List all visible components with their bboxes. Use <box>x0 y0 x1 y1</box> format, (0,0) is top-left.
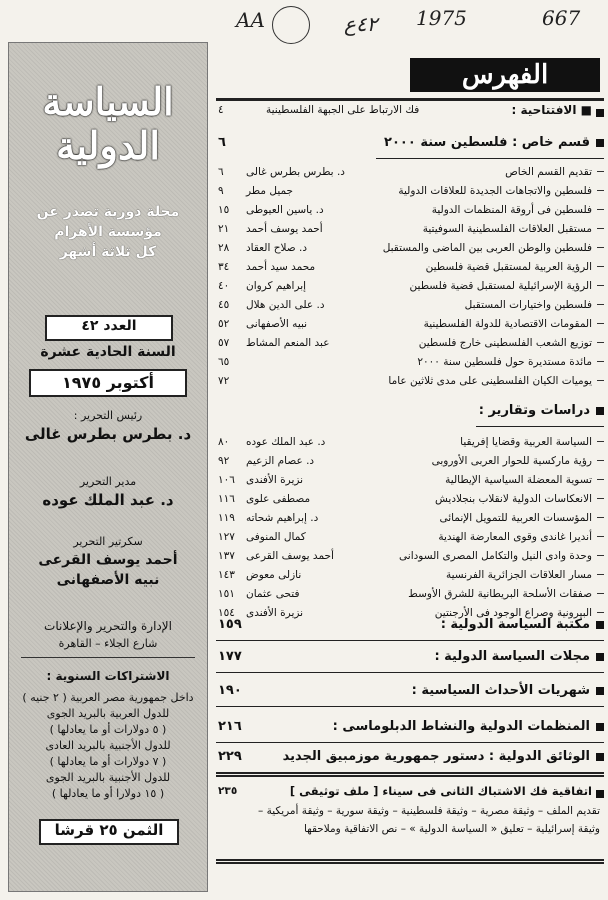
article-author: د. ياسين العيوطى <box>246 204 324 216</box>
article-author: أحمد يوسف القرعى <box>246 550 334 562</box>
manager-name: د. عبد الملك عوده <box>42 491 174 509</box>
agreement-line <box>216 821 604 837</box>
opening-row <box>216 102 604 118</box>
dash-icon <box>597 342 604 343</box>
article-title: الرؤية الإسرائيلية لمستقبل قضية فلسطين <box>409 280 592 292</box>
dash-icon <box>597 323 604 324</box>
article-title: يوميات الكيان الفلسطينى على مدى ثلاثين عاما <box>388 375 592 387</box>
article-author: عبد المنعم المشاط <box>246 337 330 349</box>
bullet-icon <box>596 109 604 117</box>
section-title: شهريات الأحداث السياسية : <box>411 683 590 698</box>
page-number: ١٠٦ <box>218 474 235 486</box>
description-line: مؤسسة الأهرام <box>54 224 162 240</box>
page-number: ١٤٣ <box>218 569 235 581</box>
page-number: ٩ <box>218 185 224 197</box>
toc-row <box>216 335 604 351</box>
page-number: ٣٤ <box>218 261 230 273</box>
bullet-icon <box>596 790 604 798</box>
page-number: ١٥٩ <box>218 617 242 632</box>
page-number: ٢١٦ <box>218 719 242 734</box>
agreement-contents: وثيقة إسرائيلية – تعليق « السياسة الدولية » – نص الاتفاقية وملاحقها <box>303 823 600 835</box>
page-number: ١٥١ <box>218 588 235 600</box>
dash-icon <box>597 190 604 191</box>
toc-row <box>216 202 604 218</box>
admin-label: الإدارة والتحرير والإعلانات <box>44 619 172 633</box>
article-author: نزيرة الأفندى <box>246 607 304 619</box>
page-number: ٨٠ <box>218 436 230 448</box>
page-number: ١١٦ <box>218 493 235 505</box>
bullet-icon <box>596 753 604 761</box>
rule <box>216 742 604 743</box>
secretary-name: أحمد يوسف القرعى <box>38 552 178 568</box>
toc-row <box>216 278 604 294</box>
section-row <box>216 746 604 768</box>
editor-name: د. بطرس بطرس غالى <box>24 425 192 443</box>
toc-row <box>216 472 604 488</box>
dash-icon <box>597 555 604 556</box>
article-author: د. عبد الملك عوده <box>246 436 326 448</box>
description-line: مجلة دورية تصدر عن <box>36 204 180 220</box>
article-author: د. بطرس بطرس غالى <box>246 166 345 178</box>
section-row <box>216 716 604 738</box>
dash-icon <box>597 441 604 442</box>
dash-icon <box>597 612 604 613</box>
circle-stamp <box>272 6 310 44</box>
agreement-title: اتفاقية فك الاشتباك الثانى فى سيناء [ ملف توثيقى ] <box>289 784 592 798</box>
page-number: ١٥ <box>218 204 230 216</box>
toc-row <box>216 354 604 370</box>
article-title: الرؤية العربية لمستقبل قضية فلسطين <box>425 261 592 273</box>
divider <box>21 657 195 658</box>
page-number: ٦ <box>218 166 224 178</box>
agreement-title-row <box>216 783 604 799</box>
article-title: أنديرا غاندى وقوى المعارضة الهندية <box>438 531 592 543</box>
article-author: د. على الدين هلال <box>246 299 325 311</box>
page-number: ١٣٧ <box>218 550 235 562</box>
article-title: صفقات الأسلحة البريطانية للشرق الأوسط <box>408 588 592 600</box>
bullet-icon <box>596 687 604 695</box>
magazine-title-line2: الدولية <box>56 123 160 168</box>
article-author: د. عصام الزعيم <box>246 455 315 467</box>
rule <box>476 426 604 427</box>
bullet-icon <box>596 653 604 661</box>
article-title: فلسطين فى أروقة المنظمات الدولية <box>431 204 592 216</box>
handwritten-ref-1: AA <box>236 8 265 32</box>
opening-subtitle: فك الارتباط على الجبهة الفلسطينية <box>266 104 420 116</box>
secretary-name: نبيه الأصفهانى <box>56 572 160 588</box>
section-title: مجلات السياسة الدولية : <box>434 649 590 664</box>
article-author: جميل مطر <box>246 185 294 197</box>
article-title: الانعكاسات الدولية لانقلاب بنجلاديش <box>435 493 592 505</box>
description-line: كل ثلاثة أشهر <box>59 244 157 260</box>
bullet-icon <box>596 723 604 731</box>
section-title: الوثائق الدولية : دستور جمهورية موزمبيق الجديد <box>282 749 590 764</box>
page-number: ٢٣٥ <box>218 785 238 797</box>
article-title: رؤية ماركسية للحوار العربى الأوروبى <box>431 455 592 467</box>
page-number: ١٩٠ <box>218 683 242 698</box>
dash-icon <box>597 171 604 172</box>
dash-icon <box>597 460 604 461</box>
article-title: فلسطين والاتجاهات الجديدة للعلاقات الدولية <box>398 185 592 197</box>
dash-icon <box>597 304 604 305</box>
handwritten-ref-2: ٤٢ع <box>344 12 378 36</box>
year-of-issue: السنة الحادية عشرة <box>40 344 176 360</box>
agreement-line <box>216 803 604 819</box>
section-title: دراسات وتقارير : <box>478 403 590 418</box>
rule <box>216 706 604 707</box>
subscription-line: داخل جمهورية مصر العربية ( ٢ جنيه ) <box>22 691 194 704</box>
page-number: ٢١ <box>218 223 230 235</box>
rule <box>216 640 604 641</box>
studies-section-header <box>216 400 604 422</box>
article-author: أحمد يوسف أحمد <box>246 223 323 235</box>
section-title: قسم خاص : فلسطين سنة ٢٠٠٠ <box>384 135 590 150</box>
section-title: المنظمات الدولية والنشاط الدبلوماسى : <box>332 719 590 734</box>
page-number: ٩٢ <box>218 455 230 467</box>
opening-title: ■ الافتتاحية : <box>511 103 592 117</box>
article-title: فلسطين والوطن العربى بين الماضى والمستقبل <box>382 242 592 254</box>
masthead-panel <box>8 42 208 892</box>
dash-icon <box>597 380 604 381</box>
subscription-line: للدول الأجنبية بالبريد العادى <box>45 739 171 752</box>
price: الثمن ٢٥ قرشا <box>39 819 179 845</box>
article-title: وحدة وادى النيل والتكامل المصرى السودانى <box>399 550 592 562</box>
toc-row <box>216 453 604 469</box>
toc-row <box>216 586 604 602</box>
subscription-line: ( ١٥ دولارا أو ما يعادلها ) <box>51 787 165 800</box>
toc-row <box>216 183 604 199</box>
article-author: فتحى عثمان <box>246 588 300 600</box>
toc-row <box>216 548 604 564</box>
contents-header: الفهرس <box>410 58 600 92</box>
dash-icon <box>597 498 604 499</box>
subscription-line: للدول الأجنبية بالبريد الجوى <box>45 771 171 784</box>
toc-row <box>216 373 604 389</box>
bullet-icon <box>596 621 604 629</box>
subscription-line: ( ٧ دولارات أو ما يعادلها ) <box>49 755 167 768</box>
page-number: ٤ <box>218 104 224 116</box>
dash-icon <box>597 574 604 575</box>
page-number: ٧٢ <box>218 375 230 387</box>
dash-icon <box>597 361 604 362</box>
dash-icon <box>597 209 604 210</box>
toc-row <box>216 567 604 583</box>
article-title: المؤسسات العربية للتمويل الإنمائى <box>439 512 592 524</box>
article-title: فلسطين واختيارات المستقبل <box>464 299 592 311</box>
agreement-contents: تقديم الملف – وثيقة مصرية – وثيقة فلسطينية – وثيقة سورية – وثيقة أمريكية – <box>258 805 600 817</box>
page-number: ٤٠ <box>218 280 230 292</box>
article-title: مائدة مستديرة حول فلسطين سنة ٢٠٠٠ <box>417 356 592 368</box>
article-title: مستقبل العلاقات الفلسطينية السوفيتية <box>422 223 592 235</box>
rule <box>216 672 604 673</box>
dash-icon <box>597 247 604 248</box>
article-title: السياسة العربية وقضايا إفريقيا <box>460 436 592 448</box>
article-author: محمد سيد أحمد <box>246 261 316 273</box>
dash-icon <box>597 536 604 537</box>
subscription-line: ( ٥ دولارات أو ما يعادلها ) <box>49 723 167 736</box>
secretaries-label: سكرتير التحرير <box>73 535 143 548</box>
issue-number: العدد ٤٢ <box>45 315 173 341</box>
page-number: ٦ <box>218 135 226 150</box>
section-row <box>216 614 604 636</box>
section-title: مكتبة السياسة الدولية : <box>440 617 590 632</box>
article-author: نزيرة الأفندى <box>246 474 304 486</box>
page-number: ٥٧ <box>218 337 230 349</box>
page-number: ١٧٧ <box>218 649 242 664</box>
dash-icon <box>597 285 604 286</box>
page-number: ١١٩ <box>218 512 235 524</box>
page-number: ٥٢ <box>218 318 230 330</box>
dash-icon <box>597 479 604 480</box>
toc-row <box>216 259 604 275</box>
article-author: نبيه الأصفهانى <box>246 318 308 330</box>
agreement-box <box>216 772 604 864</box>
article-title: تقديم القسم الخاص <box>505 166 592 178</box>
article-title: مسار العلاقات الجزائرية الفرنسية <box>445 569 592 581</box>
toc-row <box>216 529 604 545</box>
page-number: ١٢٧ <box>218 531 235 543</box>
page-number: ٢٨ <box>218 242 230 254</box>
address: شارع الجلاء – القاهرة <box>58 637 158 650</box>
rule <box>376 158 604 159</box>
dash-icon <box>597 593 604 594</box>
subscriptions-title: الاشتراكات السنوية : <box>46 669 170 683</box>
toc-row <box>216 240 604 256</box>
article-title: تسوية المعضلة السياسية الإيطالية <box>445 474 592 486</box>
subscription-line: للدول العربية بالبريد الجوى <box>46 707 170 720</box>
table-of-contents <box>216 40 604 900</box>
issue-date: أكتوبر ١٩٧٥ <box>29 369 187 397</box>
article-author: د. صلاح العقاد <box>246 242 308 254</box>
toc-row <box>216 491 604 507</box>
article-author: كمال المنوفى <box>246 531 306 543</box>
toc-row <box>216 316 604 332</box>
section-row <box>216 680 604 702</box>
page-number: ٢٢٩ <box>218 749 242 764</box>
dash-icon <box>597 228 604 229</box>
handwritten-year: 1975 <box>416 6 467 30</box>
page-number: ٤٥ <box>218 299 230 311</box>
article-title: توزيع الشعب الفلسطينى خارج فلسطين <box>418 337 592 349</box>
handwritten-number: 667 <box>542 6 581 30</box>
article-author: إبراهيم كروان <box>246 280 307 292</box>
article-author: مصطفى علوى <box>246 493 311 505</box>
bullet-icon <box>596 407 604 415</box>
dash-icon <box>597 517 604 518</box>
special-section-header <box>216 132 604 154</box>
toc-row <box>216 164 604 180</box>
article-author: د. إبراهيم شحاته <box>246 512 319 524</box>
toc-row <box>216 434 604 450</box>
editor-label: رئيس التحرير : <box>73 409 143 422</box>
page-number: ١٥٤ <box>218 607 235 619</box>
section-row <box>216 646 604 668</box>
article-author: نازلى معوض <box>246 569 302 581</box>
bullet-icon <box>596 139 604 147</box>
article-title: المقومات الاقتصادية للدولة الفلسطينية <box>423 318 592 330</box>
header-rule <box>216 98 604 101</box>
article-title: البيرونية وصراع الوجود فى الأرجنتين <box>434 607 592 619</box>
manager-label: مدير التحرير <box>79 475 137 488</box>
magazine-title-line1: السياسة <box>42 79 174 124</box>
toc-row <box>216 297 604 313</box>
dash-icon <box>597 266 604 267</box>
toc-row <box>216 221 604 237</box>
toc-row <box>216 510 604 526</box>
page-number: ٦٥ <box>218 356 230 368</box>
